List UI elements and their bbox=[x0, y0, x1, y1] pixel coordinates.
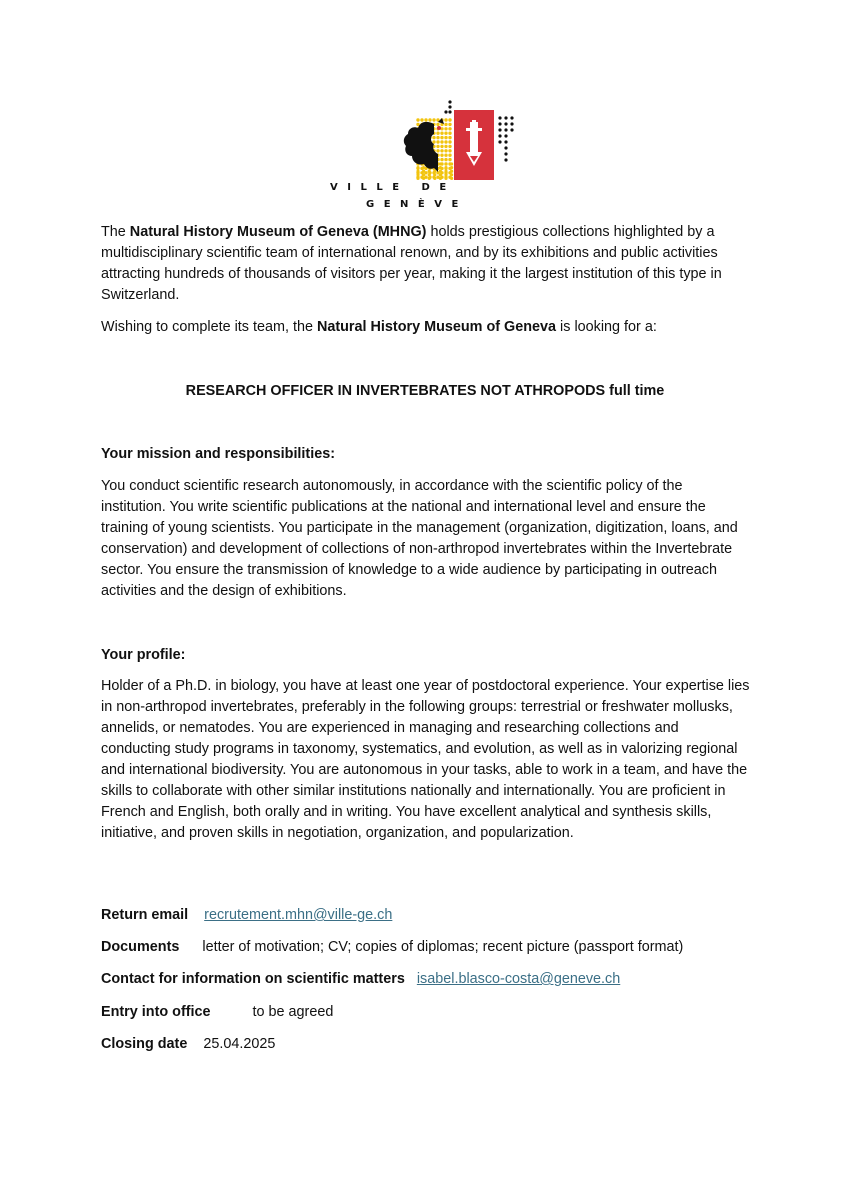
contact-email-link[interactable]: isabel.blasco-costa@geneve.ch bbox=[416, 971, 621, 987]
contact-row bbox=[101, 969, 620, 990]
profile-paragraph: Holder of a Ph.D. in biology, you have at least one year of postdoctoral experience. Your expertise lies in non-arthropod invertebrates, preferably in the following groups: terrestrial or freshwater mollusks, annelids, or nematodes. You are experienced in managing and researching collections and conducting study programs in taxonomy, systematics, and evolution, as well as in valorizing regional and international biodiversity. You are autonomous in your tasks, able to work in a team, and have the skills to collaborate with other similar institutions nationally and internationally. You are proficient in French and English, both orally and in writing. You have excellent analytical and synthesis skills, initiative, and proven skills in negotiation, organization, and popularization. bbox=[101, 678, 750, 841]
museum-name-bold: Natural History Museum of Geneva (MHNG) bbox=[129, 224, 427, 240]
return-email-link[interactable]: recrutement.mhn@ville-ge.ch bbox=[204, 907, 393, 923]
job-title: RESEARCH OFFICER IN INVERTEBRATES NOT ATHROPODS full time bbox=[185, 383, 665, 399]
wish-text-start: Wishing to complete its team, the bbox=[101, 319, 317, 335]
contact-label: Contact for information on scientific matters bbox=[101, 971, 405, 987]
intro-paragraph bbox=[101, 222, 751, 306]
entry-value: to be agreed bbox=[252, 1004, 334, 1020]
logo-text-line2: GENÈVE bbox=[366, 199, 468, 210]
documents-row bbox=[101, 937, 683, 958]
closing-date-row bbox=[101, 1034, 275, 1055]
return-email-label: Return email bbox=[101, 907, 189, 923]
mission-paragraph: You conduct scientific research autonomously, in accordance with the scientific policy of the institution. You write scientific publications at the national and international level and ensure the training of young scientists. You participate in the management (organization, digitization, loans, and conservation) and development of collections of non-arthropod invertebrates within the Invertebrate sector. You ensure the transmission of knowledge to a wide audience by participating in outreach activities and the design of exhibitions. bbox=[101, 478, 738, 599]
closing-date-label: Closing date bbox=[101, 1036, 188, 1052]
mission-heading: Your mission and responsibilities: bbox=[101, 446, 336, 462]
geneva-coat-of-arms-icon bbox=[326, 98, 526, 182]
return-email-row bbox=[101, 905, 392, 926]
museum-name-bold-2: Natural History Museum of Geneva bbox=[316, 319, 557, 335]
entry-row bbox=[101, 1002, 333, 1023]
wish-text-end: is looking for a: bbox=[556, 319, 657, 335]
intro-text-end: holds prestigious collections highlighted by a multidisciplinary scientific team of international renown, and by its exhibitions and public activities attracting hundreds of thousands of visitors per year, making it the largest institution of this type in Switzerland. bbox=[101, 224, 722, 303]
profile-heading: Your profile: bbox=[101, 647, 186, 663]
wish-paragraph bbox=[101, 317, 751, 338]
entry-label: Entry into office bbox=[101, 1004, 211, 1020]
documents-label: Documents bbox=[101, 939, 180, 955]
ville-de-geneve-logo bbox=[326, 98, 526, 216]
closing-date-value: 25.04.2025 bbox=[203, 1036, 276, 1052]
logo-text-line1: VILLE DE bbox=[330, 182, 456, 193]
documents-value: letter of motivation; CV; copies of diplomas; recent picture (passport format) bbox=[202, 939, 684, 955]
intro-text-start: The bbox=[101, 224, 130, 240]
